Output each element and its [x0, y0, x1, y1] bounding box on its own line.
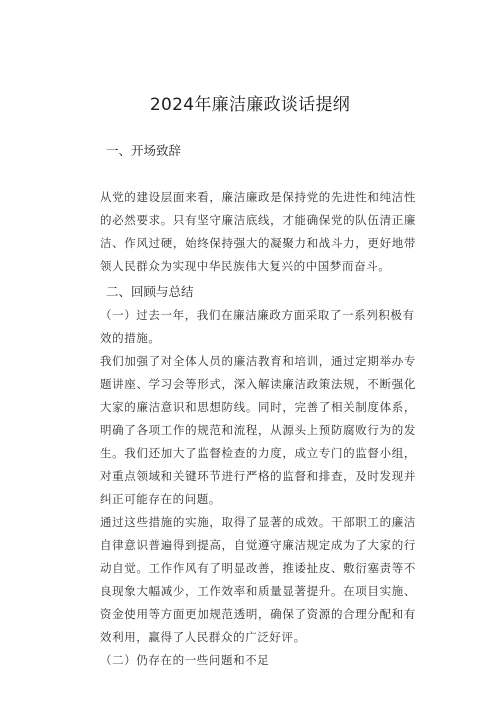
subsection-heading-measures: （一）过去一年，我们在廉洁廉政方面采取了一系列积极有效的措施。 — [100, 308, 415, 345]
section-heading-review: 二、回顾与总结 — [106, 284, 194, 299]
subsection-heading-problems: （二）仍存在的一些问题和不足 — [100, 653, 270, 667]
section-heading-opening: 一、开场致辞 — [106, 143, 182, 158]
paragraph-results: 通过这些措施的实施，取得了显著的成效。干部职工的廉洁自律意识普遍得到提高，自觉遵守廉洁规定成为了大家的行动自觉。工作作风有了明显改善，推诿扯皮、敷衍塞责等不良现象大幅减少，工作效率和质量显著提升。在项目实施、资金使用等方面更加规范透明，确保了资源的合理分配和有效利用，赢得了人民群众的广泛好评。 — [100, 515, 416, 644]
paragraph-opening-text: 从党的建设层面来看，廉洁廉政是保持党的先进性和纯洁性的必然要求。只有坚守廉洁底线，才能确保党的队伍清正廉洁、作风过硬，始终保持强大的凝聚力和战斗力，更好地带领人民群众为实现中华民族伟大复兴的中国梦而奋斗。 — [100, 190, 416, 273]
document-title: 2024年廉洁廉政谈话提纲 — [149, 95, 351, 115]
paragraph-measures: 我们加强了对全体人员的廉洁教育和培训，通过定期举办专题讲座、学习会等形式，深入解读廉洁政策法规，不断强化大家的廉洁意识和思想防线。同时，完善了相关制度体系，明确了各项工作的规范和流程，从源头上预防腐败行为的发生。我们还加大了监督检查的力度，成立专门的监督小组，对重点领域和关键环节进行严格的监督和排查，及时发现并纠正可能存在的问题。 — [100, 354, 416, 506]
document-body — [100, 141, 416, 672]
paragraph-opening — [100, 163, 416, 278]
